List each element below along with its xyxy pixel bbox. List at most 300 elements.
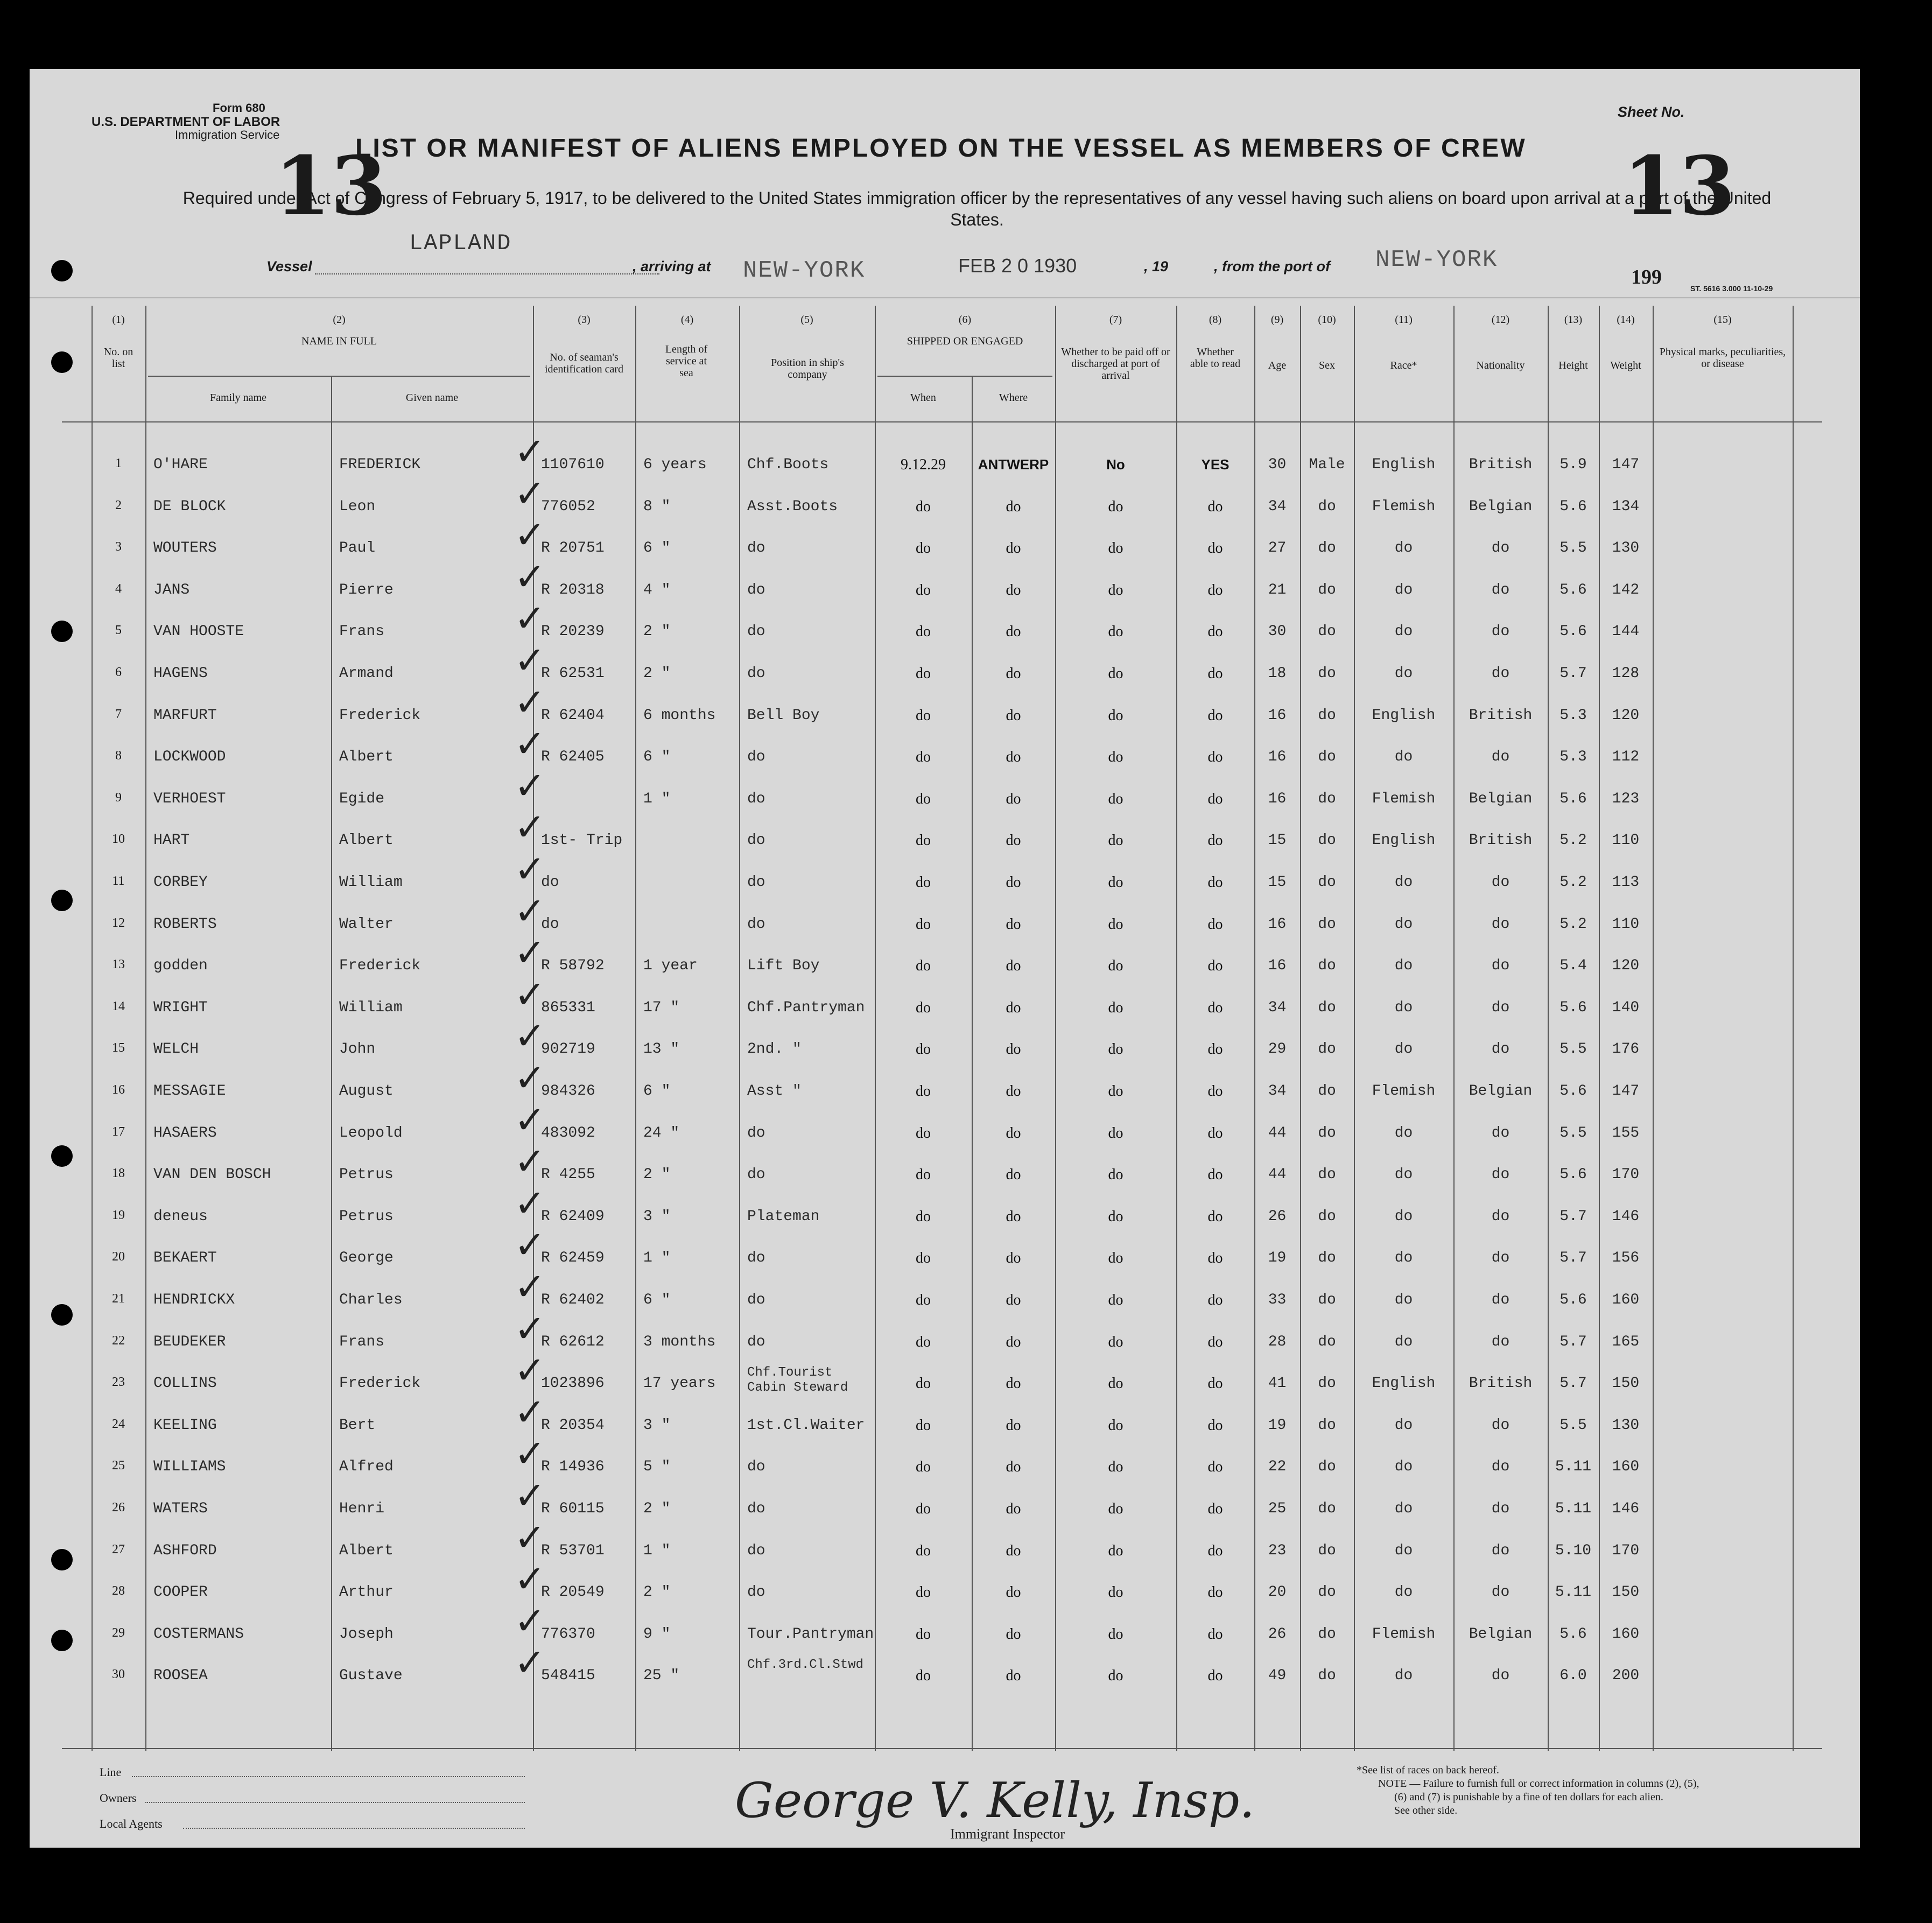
cell-family: HASAERS: [153, 1124, 217, 1142]
cell-service: 8 ": [643, 498, 671, 515]
table-row: [30, 1058, 1860, 1119]
cell-position: Asst ": [747, 1083, 802, 1100]
cell-given: Leopold: [339, 1124, 403, 1142]
cell-where: do: [1006, 1501, 1021, 1517]
cell-sex: do: [1318, 1542, 1336, 1559]
col7-number: (7): [1109, 314, 1122, 326]
cell-paid: do: [1108, 1667, 1123, 1685]
cell-given: FREDERICK: [339, 456, 421, 473]
cell-family: WATERS: [153, 1501, 208, 1517]
cell-nationality: do: [1491, 874, 1510, 891]
check-mark-icon: ✓: [514, 1476, 546, 1517]
cell-read: do: [1207, 832, 1223, 849]
table-row: [30, 1643, 1860, 1703]
cell-paid: do: [1108, 1625, 1123, 1643]
cell-given: Bert: [339, 1417, 376, 1434]
cell-where: do: [1006, 623, 1021, 640]
arriving-port: NEW-YORK: [743, 257, 866, 284]
cell-family: MARFURT: [153, 707, 217, 724]
owners-underline: [145, 1802, 525, 1803]
cell-nationality: do: [1491, 623, 1510, 640]
from-port-label: , from the port of: [1214, 258, 1330, 274]
cell-card: do: [541, 874, 559, 891]
cell-nationality: do: [1491, 915, 1510, 933]
cell-family: BEUDEKER: [153, 1333, 226, 1350]
table-row: [30, 432, 1860, 492]
cell-race: do: [1394, 1584, 1413, 1601]
cell-where: do: [1006, 665, 1021, 682]
family-name-header: Family name: [210, 392, 266, 404]
cell-family: VERHOEST: [153, 790, 226, 807]
cell-nationality: do: [1491, 581, 1510, 598]
cell-family: godden: [153, 957, 208, 975]
cell-age: 33: [1268, 1292, 1287, 1308]
manifest-subtitle: Required under Act of Congress of February 5, 1917, to be delivered to the United States immigration officer by the representatives of any vessel having such aliens on board upon arrival at a port of the United States.: [182, 188, 1772, 229]
cell-card: R 62531: [541, 665, 605, 682]
cell-card: R 20239: [541, 623, 605, 640]
cell-card: R 62459: [541, 1250, 605, 1267]
cell-sex: do: [1318, 1041, 1336, 1058]
cell-card: R 62405: [541, 749, 605, 766]
cell-sex: do: [1318, 1417, 1336, 1434]
cell-height: 5.6: [1559, 1292, 1587, 1308]
cell-height: 5.7: [1559, 1250, 1587, 1267]
cell-age: 41: [1268, 1375, 1287, 1392]
cell-sex: do: [1318, 1166, 1336, 1184]
cell-family: HENDRICKX: [153, 1292, 235, 1308]
cell-height: 5.7: [1559, 1208, 1587, 1225]
col2-number: (2): [333, 314, 346, 326]
cell-age: 16: [1268, 749, 1287, 766]
cell-card: R 20318: [541, 581, 605, 598]
check-mark-icon: ✓: [514, 1601, 546, 1643]
cell-read: do: [1207, 1375, 1223, 1392]
cell-nationality: do: [1491, 1542, 1510, 1559]
table-row: [30, 765, 1860, 827]
cell-when: do: [916, 1041, 931, 1058]
check-mark-icon: ✓: [514, 557, 546, 598]
cell-given: Joseph: [339, 1625, 394, 1643]
cell-race: do: [1394, 1459, 1413, 1476]
cell-height: 5.2: [1559, 832, 1587, 849]
cell-position: 1st.Cl.Waiter: [747, 1417, 865, 1434]
cell-family: ROOSEA: [153, 1667, 208, 1685]
col5-number: (5): [800, 314, 813, 326]
cell-weight: 110: [1612, 832, 1640, 849]
cell-race: do: [1394, 957, 1413, 975]
cell-weight: 150: [1612, 1375, 1640, 1392]
cell-card: R 58792: [541, 957, 605, 975]
agents-label: Local Agents: [100, 1817, 163, 1830]
col7-header: Whether to be paid off or discharged at port of arrival: [1061, 346, 1170, 382]
check-mark-icon: ✓: [514, 849, 546, 891]
cell-service: 24 ": [643, 1124, 680, 1142]
cell-given: August: [339, 1083, 394, 1100]
table-row: [30, 1142, 1860, 1202]
cell-no: 13: [112, 957, 125, 972]
table-row: [30, 1225, 1860, 1286]
check-mark-icon: ✓: [514, 1643, 546, 1685]
cell-paid: do: [1108, 832, 1123, 849]
cell-sex: Male: [1309, 456, 1345, 473]
cell-when: do: [916, 1292, 931, 1308]
cell-position: do: [747, 540, 765, 557]
cell-sex: do: [1318, 581, 1336, 598]
cell-when: do: [916, 749, 931, 766]
cell-given: Alfred: [339, 1459, 394, 1476]
col10-header: Sex: [1319, 360, 1335, 371]
cell-height: 5.11: [1555, 1501, 1592, 1517]
cell-age: 34: [1268, 498, 1287, 515]
cell-card: R 20549: [541, 1584, 605, 1601]
cell-nationality: Belgian: [1469, 498, 1533, 515]
cell-height: 5.6: [1559, 623, 1587, 640]
cell-nationality: do: [1491, 1292, 1510, 1308]
cell-weight: 176: [1612, 1041, 1640, 1058]
cell-where: do: [1006, 1333, 1021, 1350]
cell-read: do: [1207, 915, 1223, 933]
year-label: , 19: [1144, 258, 1169, 274]
col3-number: (3): [578, 314, 591, 326]
manifest-sheet: [30, 69, 1860, 1848]
vessel-label: Vessel: [266, 258, 312, 274]
cell-sex: do: [1318, 1333, 1336, 1350]
cell-sex: do: [1318, 707, 1336, 724]
cell-height: 5.2: [1559, 874, 1587, 891]
header-bottom-rule: [62, 421, 1822, 422]
cell-race: do: [1394, 581, 1413, 598]
cell-weight: 128: [1612, 665, 1640, 682]
cell-nationality: do: [1491, 1667, 1510, 1685]
cell-read: YES: [1201, 456, 1230, 473]
cell-paid: do: [1108, 540, 1123, 557]
cell-weight: 110: [1612, 915, 1640, 933]
cell-card: R 4255: [541, 1166, 595, 1184]
cell-age: 16: [1268, 790, 1287, 807]
cell-family: ASHFORD: [153, 1542, 217, 1559]
col3-header: No. of seaman's identification card: [544, 351, 624, 375]
sheet-label: Sheet No.: [1618, 104, 1685, 120]
cell-where: do: [1006, 1124, 1021, 1142]
cell-age: 44: [1268, 1166, 1287, 1184]
line-underline: [132, 1776, 525, 1777]
cell-height: 5.5: [1559, 1041, 1587, 1058]
cell-given: John: [339, 1041, 376, 1058]
cell-race: do: [1394, 1417, 1413, 1434]
col6-number: (6): [958, 314, 972, 326]
cell-no: 3: [115, 540, 122, 554]
cell-when: do: [916, 1667, 931, 1685]
cell-sex: do: [1318, 1459, 1336, 1476]
cell-age: 16: [1268, 957, 1287, 975]
cell-service: 3 ": [643, 1417, 671, 1434]
cell-card: do: [541, 915, 559, 933]
cell-given: Walter: [339, 915, 394, 933]
cell-sex: do: [1318, 999, 1336, 1016]
service-name: Immigration Service: [175, 128, 280, 142]
cell-read: do: [1207, 498, 1223, 515]
cell-where: do: [1006, 874, 1021, 891]
check-mark-icon: ✓: [514, 1517, 546, 1559]
cell-service: 9 ": [643, 1625, 671, 1643]
cell-age: 29: [1268, 1041, 1287, 1058]
cell-given: Leon: [339, 498, 376, 515]
cell-age: 15: [1268, 874, 1287, 891]
cell-read: do: [1207, 874, 1223, 891]
cell-position: do: [747, 1250, 765, 1267]
cell-no: 8: [115, 749, 122, 763]
cell-when: do: [916, 1375, 931, 1392]
cell-weight: 170: [1612, 1166, 1640, 1184]
cell-height: 5.10: [1555, 1542, 1592, 1559]
cell-where: do: [1006, 498, 1021, 515]
cell-card: 483092: [541, 1124, 595, 1142]
cell-sex: do: [1318, 790, 1336, 807]
cell-age: 30: [1268, 623, 1287, 640]
cell-nationality: do: [1491, 749, 1510, 766]
cell-where: do: [1006, 1166, 1021, 1184]
check-mark-icon: ✓: [514, 598, 546, 640]
cell-family: COOPER: [153, 1584, 208, 1601]
cell-weight: 120: [1612, 707, 1640, 724]
cell-weight: 146: [1612, 1501, 1640, 1517]
check-mark-icon: ✓: [514, 682, 546, 724]
page-number: 199: [1631, 266, 1662, 288]
department: U.S. DEPARTMENT OF LABOR: [92, 115, 280, 129]
cell-paid: do: [1108, 1124, 1123, 1142]
cell-race: do: [1394, 1208, 1413, 1225]
cell-age: 16: [1268, 707, 1287, 724]
cell-card: 1107610: [541, 456, 605, 473]
col11-number: (11): [1395, 314, 1413, 326]
cell-read: do: [1207, 1584, 1223, 1601]
cell-when: do: [916, 707, 931, 724]
cell-paid: do: [1108, 623, 1123, 640]
list-number-right: 13: [1623, 139, 1736, 234]
cell-position: 2nd. ": [747, 1041, 802, 1058]
cell-when: do: [916, 581, 931, 598]
cell-service: 1 ": [643, 1250, 671, 1267]
cell-when: do: [916, 832, 931, 849]
cell-given: William: [339, 999, 403, 1016]
cell-position: Chf.Pantryman: [747, 999, 865, 1016]
cell-service: 1 year: [643, 957, 698, 975]
cell-family: WELCH: [153, 1041, 199, 1058]
cell-paid: do: [1108, 999, 1123, 1016]
cell-height: 6.0: [1559, 1667, 1587, 1685]
from-port: NEW-YORK: [1375, 246, 1498, 273]
cell-service: 3 months: [643, 1333, 716, 1350]
cell-nationality: do: [1491, 1166, 1510, 1184]
cell-card: R 62612: [541, 1333, 605, 1350]
table-row: [30, 933, 1860, 994]
cell-read: do: [1207, 540, 1223, 557]
cell-service: 2 ": [643, 1501, 671, 1517]
col11-header: Race*: [1390, 360, 1417, 371]
cell-when: do: [916, 1417, 931, 1434]
cell-height: 5.6: [1559, 1625, 1587, 1643]
check-mark-icon: ✓: [514, 1434, 546, 1476]
cell-sex: do: [1318, 749, 1336, 766]
cell-weight: 160: [1612, 1625, 1640, 1643]
cell-race: do: [1394, 749, 1413, 766]
cell-race: do: [1394, 1667, 1413, 1685]
cell-paid: do: [1108, 1375, 1123, 1392]
cell-no: 30: [112, 1667, 125, 1682]
manifest-title: LIST OR MANIFEST OF ALIENS EMPLOYED ON THE VESSEL AS MEMBERS OF CREW: [355, 134, 1527, 163]
cell-card: 776052: [541, 498, 595, 515]
col5-header: Position in ship's company: [771, 357, 844, 381]
cell-read: do: [1207, 665, 1223, 682]
cell-given: Albert: [339, 1542, 394, 1559]
cell-service: 2 ": [643, 623, 671, 640]
cell-height: 5.9: [1559, 456, 1587, 473]
cell-nationality: do: [1491, 1459, 1510, 1476]
col6-header: SHIPPED OR ENGAGED: [907, 335, 1023, 347]
table-row: [30, 1392, 1860, 1453]
cell-age: 27: [1268, 540, 1287, 557]
cell-card: 548415: [541, 1667, 595, 1685]
cell-sex: do: [1318, 623, 1336, 640]
race-note: *See list of races on back hereof.: [1357, 1764, 1499, 1776]
form-number: Form 680: [213, 101, 265, 115]
given-name-header: Given name: [405, 392, 459, 404]
cell-where: do: [1006, 707, 1021, 724]
cell-where: do: [1006, 1292, 1021, 1308]
cell-family: MESSAGIE: [153, 1083, 226, 1100]
cell-family: HAGENS: [153, 665, 208, 682]
cell-where: do: [1006, 1625, 1021, 1643]
table-row: [30, 1308, 1860, 1370]
cell-paid: do: [1108, 1292, 1123, 1308]
cell-position: Plateman: [747, 1208, 820, 1225]
cell-sex: do: [1318, 1625, 1336, 1643]
punch-hole: [51, 351, 73, 373]
col4-number: (4): [680, 314, 694, 326]
cell-when: do: [916, 1166, 931, 1184]
cell-no: 5: [115, 623, 122, 638]
name-divider: [148, 376, 530, 377]
cell-height: 5.5: [1559, 540, 1587, 557]
cell-race: do: [1394, 623, 1413, 640]
cell-weight: 146: [1612, 1208, 1640, 1225]
cell-read: do: [1207, 1250, 1223, 1267]
cell-paid: do: [1108, 874, 1123, 891]
cell-paid: do: [1108, 1333, 1123, 1350]
cell-height: 5.5: [1559, 1124, 1587, 1142]
table-row: [30, 598, 1860, 659]
table-row: [30, 557, 1860, 618]
cell-service: 6 ": [643, 540, 671, 557]
check-mark-icon: ✓: [514, 1100, 546, 1142]
table-bottom-rule: [62, 1748, 1822, 1749]
cell-no: 4: [115, 581, 122, 596]
cell-race: English: [1372, 1375, 1436, 1392]
cell-weight: 150: [1612, 1584, 1640, 1601]
cell-sex: do: [1318, 1083, 1336, 1100]
table-row: [30, 1434, 1860, 1495]
cell-weight: 144: [1612, 623, 1640, 640]
cell-read: do: [1207, 1625, 1223, 1643]
cell-position: Asst.Boots: [747, 498, 838, 515]
cell-nationality: do: [1491, 1501, 1510, 1517]
cell-weight: 140: [1612, 999, 1640, 1016]
cell-where: do: [1006, 540, 1021, 557]
cell-card: R 62402: [541, 1292, 605, 1308]
cell-service: 6 ": [643, 749, 671, 766]
cell-family: WRIGHT: [153, 999, 208, 1016]
cell-card: 1st- Trip: [541, 832, 623, 849]
cell-sex: do: [1318, 1208, 1336, 1225]
cell-given: William: [339, 874, 403, 891]
cell-service: 17 years: [643, 1375, 716, 1392]
cell-position: do: [747, 1459, 765, 1476]
cell-where: do: [1006, 790, 1021, 807]
cell-no: 18: [112, 1166, 125, 1181]
col13-header: Height: [1558, 360, 1588, 371]
cell-paid: do: [1108, 790, 1123, 807]
cell-age: 25: [1268, 1501, 1287, 1517]
cell-when: do: [916, 1124, 931, 1142]
cell-when: do: [916, 1250, 931, 1267]
cell-sex: do: [1318, 957, 1336, 975]
cell-given: Frans: [339, 623, 385, 640]
check-mark-icon: ✓: [514, 1016, 546, 1058]
cell-nationality: do: [1491, 1124, 1510, 1142]
cell-paid: do: [1108, 1542, 1123, 1559]
cell-read: do: [1207, 1166, 1223, 1184]
table-row: [30, 1183, 1860, 1244]
cell-paid: do: [1108, 1041, 1123, 1058]
cell-given: Henri: [339, 1501, 385, 1517]
cell-when: do: [916, 1208, 931, 1225]
cell-where: do: [1006, 1417, 1021, 1434]
cell-position: do: [747, 1584, 765, 1601]
printer-code: ST. 5616 3.000 11-10-29: [1690, 284, 1773, 293]
cell-position: do: [747, 790, 765, 807]
cell-nationality: do: [1491, 1208, 1510, 1225]
cell-nationality: British: [1469, 707, 1533, 724]
cell-position: do: [747, 581, 765, 598]
cell-race: do: [1394, 1166, 1413, 1184]
cell-height: 5.6: [1559, 999, 1587, 1016]
cell-card: 902719: [541, 1041, 595, 1058]
cell-service: 6 ": [643, 1083, 671, 1100]
col10-number: (10): [1318, 314, 1336, 326]
cell-where: do: [1006, 1250, 1021, 1267]
cell-given: Arthur: [339, 1584, 394, 1601]
penalty-note-1: NOTE — Failure to furnish full or correct information in columns (2), (5),: [1378, 1778, 1699, 1790]
cell-nationality: do: [1491, 1250, 1510, 1267]
cell-card: R 62409: [541, 1208, 605, 1225]
cell-when: do: [916, 1459, 931, 1476]
check-mark-icon: ✓: [514, 1225, 546, 1267]
cell-where: do: [1006, 999, 1021, 1016]
cell-age: 30: [1268, 456, 1287, 473]
cell-read: do: [1207, 749, 1223, 766]
cell-nationality: do: [1491, 1041, 1510, 1058]
table-row: [30, 1559, 1860, 1620]
cell-no: 19: [112, 1208, 125, 1222]
table-row: [30, 682, 1860, 743]
col14-header: Weight: [1610, 360, 1641, 371]
cell-paid: do: [1108, 1250, 1123, 1267]
cell-age: 15: [1268, 832, 1287, 849]
cell-where: do: [1006, 1041, 1021, 1058]
line-label: Line: [100, 1765, 122, 1779]
cell-family: CORBEY: [153, 874, 208, 891]
cell-sex: do: [1318, 665, 1336, 682]
